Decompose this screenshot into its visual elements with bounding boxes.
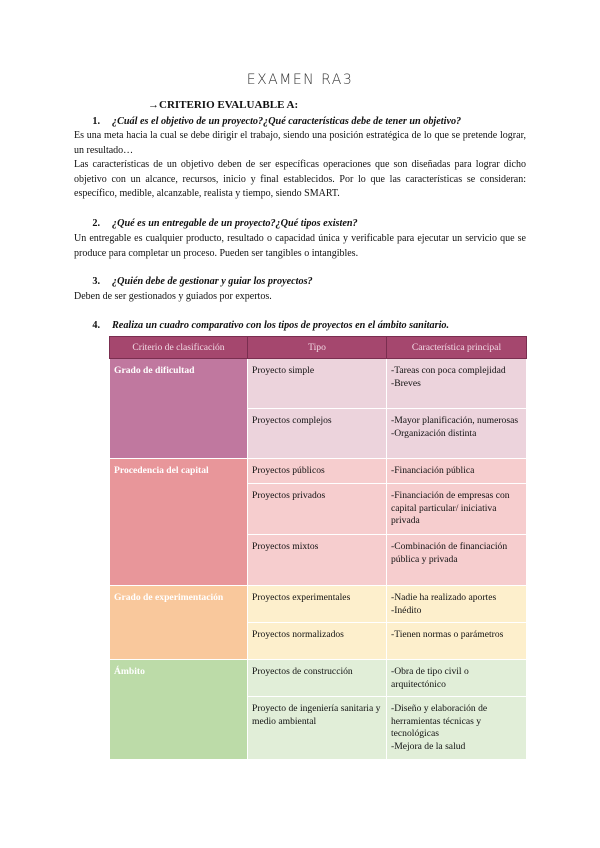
page-title: EXAMEN RA3 — [246, 72, 354, 88]
header-caracteristica: Característica principal — [387, 337, 527, 359]
question-3 — [74, 276, 313, 287]
criterion-cell: Ámbito — [110, 660, 248, 760]
header-tipo: Tipo — [248, 337, 387, 359]
type-cell: Proyectos privados — [248, 484, 387, 535]
question-2-text: ¿Qué es un entregable de un proyecto?¿Qué tipos existen? — [112, 218, 358, 229]
header-criterio: Criterio de clasificación — [110, 337, 248, 359]
criterion-cell: Procedencia del capital — [110, 459, 248, 586]
criterion-cell: Grado de dificultad — [110, 359, 248, 459]
feature-line: -Combinación de financiación pública y privada — [391, 541, 508, 565]
table-row — [110, 459, 527, 484]
feature-cell — [387, 484, 527, 535]
type-cell: Proyectos experimentales — [248, 586, 387, 623]
type-cell: Proyectos públicos — [248, 459, 387, 484]
question-2-number: 2. — [92, 218, 100, 229]
feature-line: -Diseño y elaboración de herramientas técnicas y tecnológicas — [391, 703, 488, 739]
question-2 — [74, 218, 358, 229]
answer-1b: Las características de un objetivo deben de ser específicas operaciones que son diseñadas para lograr dicho objetivo con un alcance, recursos, inicio y final establecidos. Por lo que las características se consideran: específico, medible, alcanzable, realista y tiempo, siendo SMART. — [74, 159, 526, 199]
question-3-text: ¿Quién debe de gestionar y guiar los proyectos? — [112, 276, 313, 287]
table-header-row — [110, 337, 527, 359]
feature-cell — [387, 359, 527, 409]
criterion-cell: Grado de experimentación — [110, 586, 248, 660]
type-cell: Proyectos complejos — [248, 409, 387, 459]
feature-line: -Inédito — [391, 604, 422, 616]
feature-line: -Financiación pública — [391, 465, 475, 476]
feature-cell — [387, 697, 527, 760]
table-row — [110, 660, 527, 697]
question-3-number: 3. — [92, 276, 100, 287]
answer-2: Un entregable es cualquier producto, resultado o capacidad única y verificable para ejecutar un servicio que se produce para completar un proceso. Pueden ser tangibles o intangibles. — [74, 233, 526, 259]
feature-line: -Tienen normas o parámetros — [391, 629, 504, 640]
answer-3: Deben de ser gestionados y guiados por expertos. — [74, 291, 272, 302]
feature-cell — [387, 586, 527, 623]
question-1-text: ¿Cuál es el objetivo de un proyecto?¿Qué características debe de tener un objetivo? — [112, 116, 462, 127]
feature-line: -Tareas con poca complejidad — [391, 365, 506, 376]
type-cell: Proyectos normalizados — [248, 623, 387, 660]
feature-cell — [387, 660, 527, 697]
question-4 — [74, 320, 449, 331]
feature-line: -Organización distinta — [391, 427, 477, 439]
answer-1a: Es una meta hacia la cual se debe dirigir el trabajo, siendo una posición estratégica de lo que se pretende lograr, un resultado… — [74, 130, 526, 156]
type-cell: Proyecto simple — [248, 359, 387, 409]
table-row — [110, 586, 527, 623]
question-4-text: Realiza un cuadro comparativo con los tipos de proyectos en el ámbito sanitario. — [112, 320, 450, 331]
feature-cell — [387, 459, 527, 484]
type-cell: Proyecto de ingeniería sanitaria y medio ambiental — [248, 697, 387, 760]
question-4-number: 4. — [92, 320, 100, 331]
criterio-heading: →CRITERIO EVALUABLE A: — [148, 99, 299, 111]
question-1 — [74, 116, 461, 127]
table-row — [110, 359, 527, 409]
feature-line: -Obra de tipo civil o arquitectónico — [391, 666, 469, 690]
feature-cell — [387, 535, 527, 586]
feature-line: -Breves — [391, 377, 421, 389]
feature-line: -Financiación de empresas con capital particular/ iniciativa privada — [391, 490, 510, 526]
type-cell: Proyectos de construcción — [248, 660, 387, 697]
feature-line: -Mejora de la salud — [391, 740, 466, 752]
feature-cell — [387, 623, 527, 660]
feature-cell — [387, 409, 527, 459]
feature-line: -Mayor planificación, numerosas — [391, 415, 519, 426]
type-cell: Proyectos mixtos — [248, 535, 387, 586]
comparison-table — [109, 336, 527, 760]
question-1-number: 1. — [92, 116, 100, 127]
feature-line: -Nadie ha realizado aportes — [391, 592, 497, 603]
